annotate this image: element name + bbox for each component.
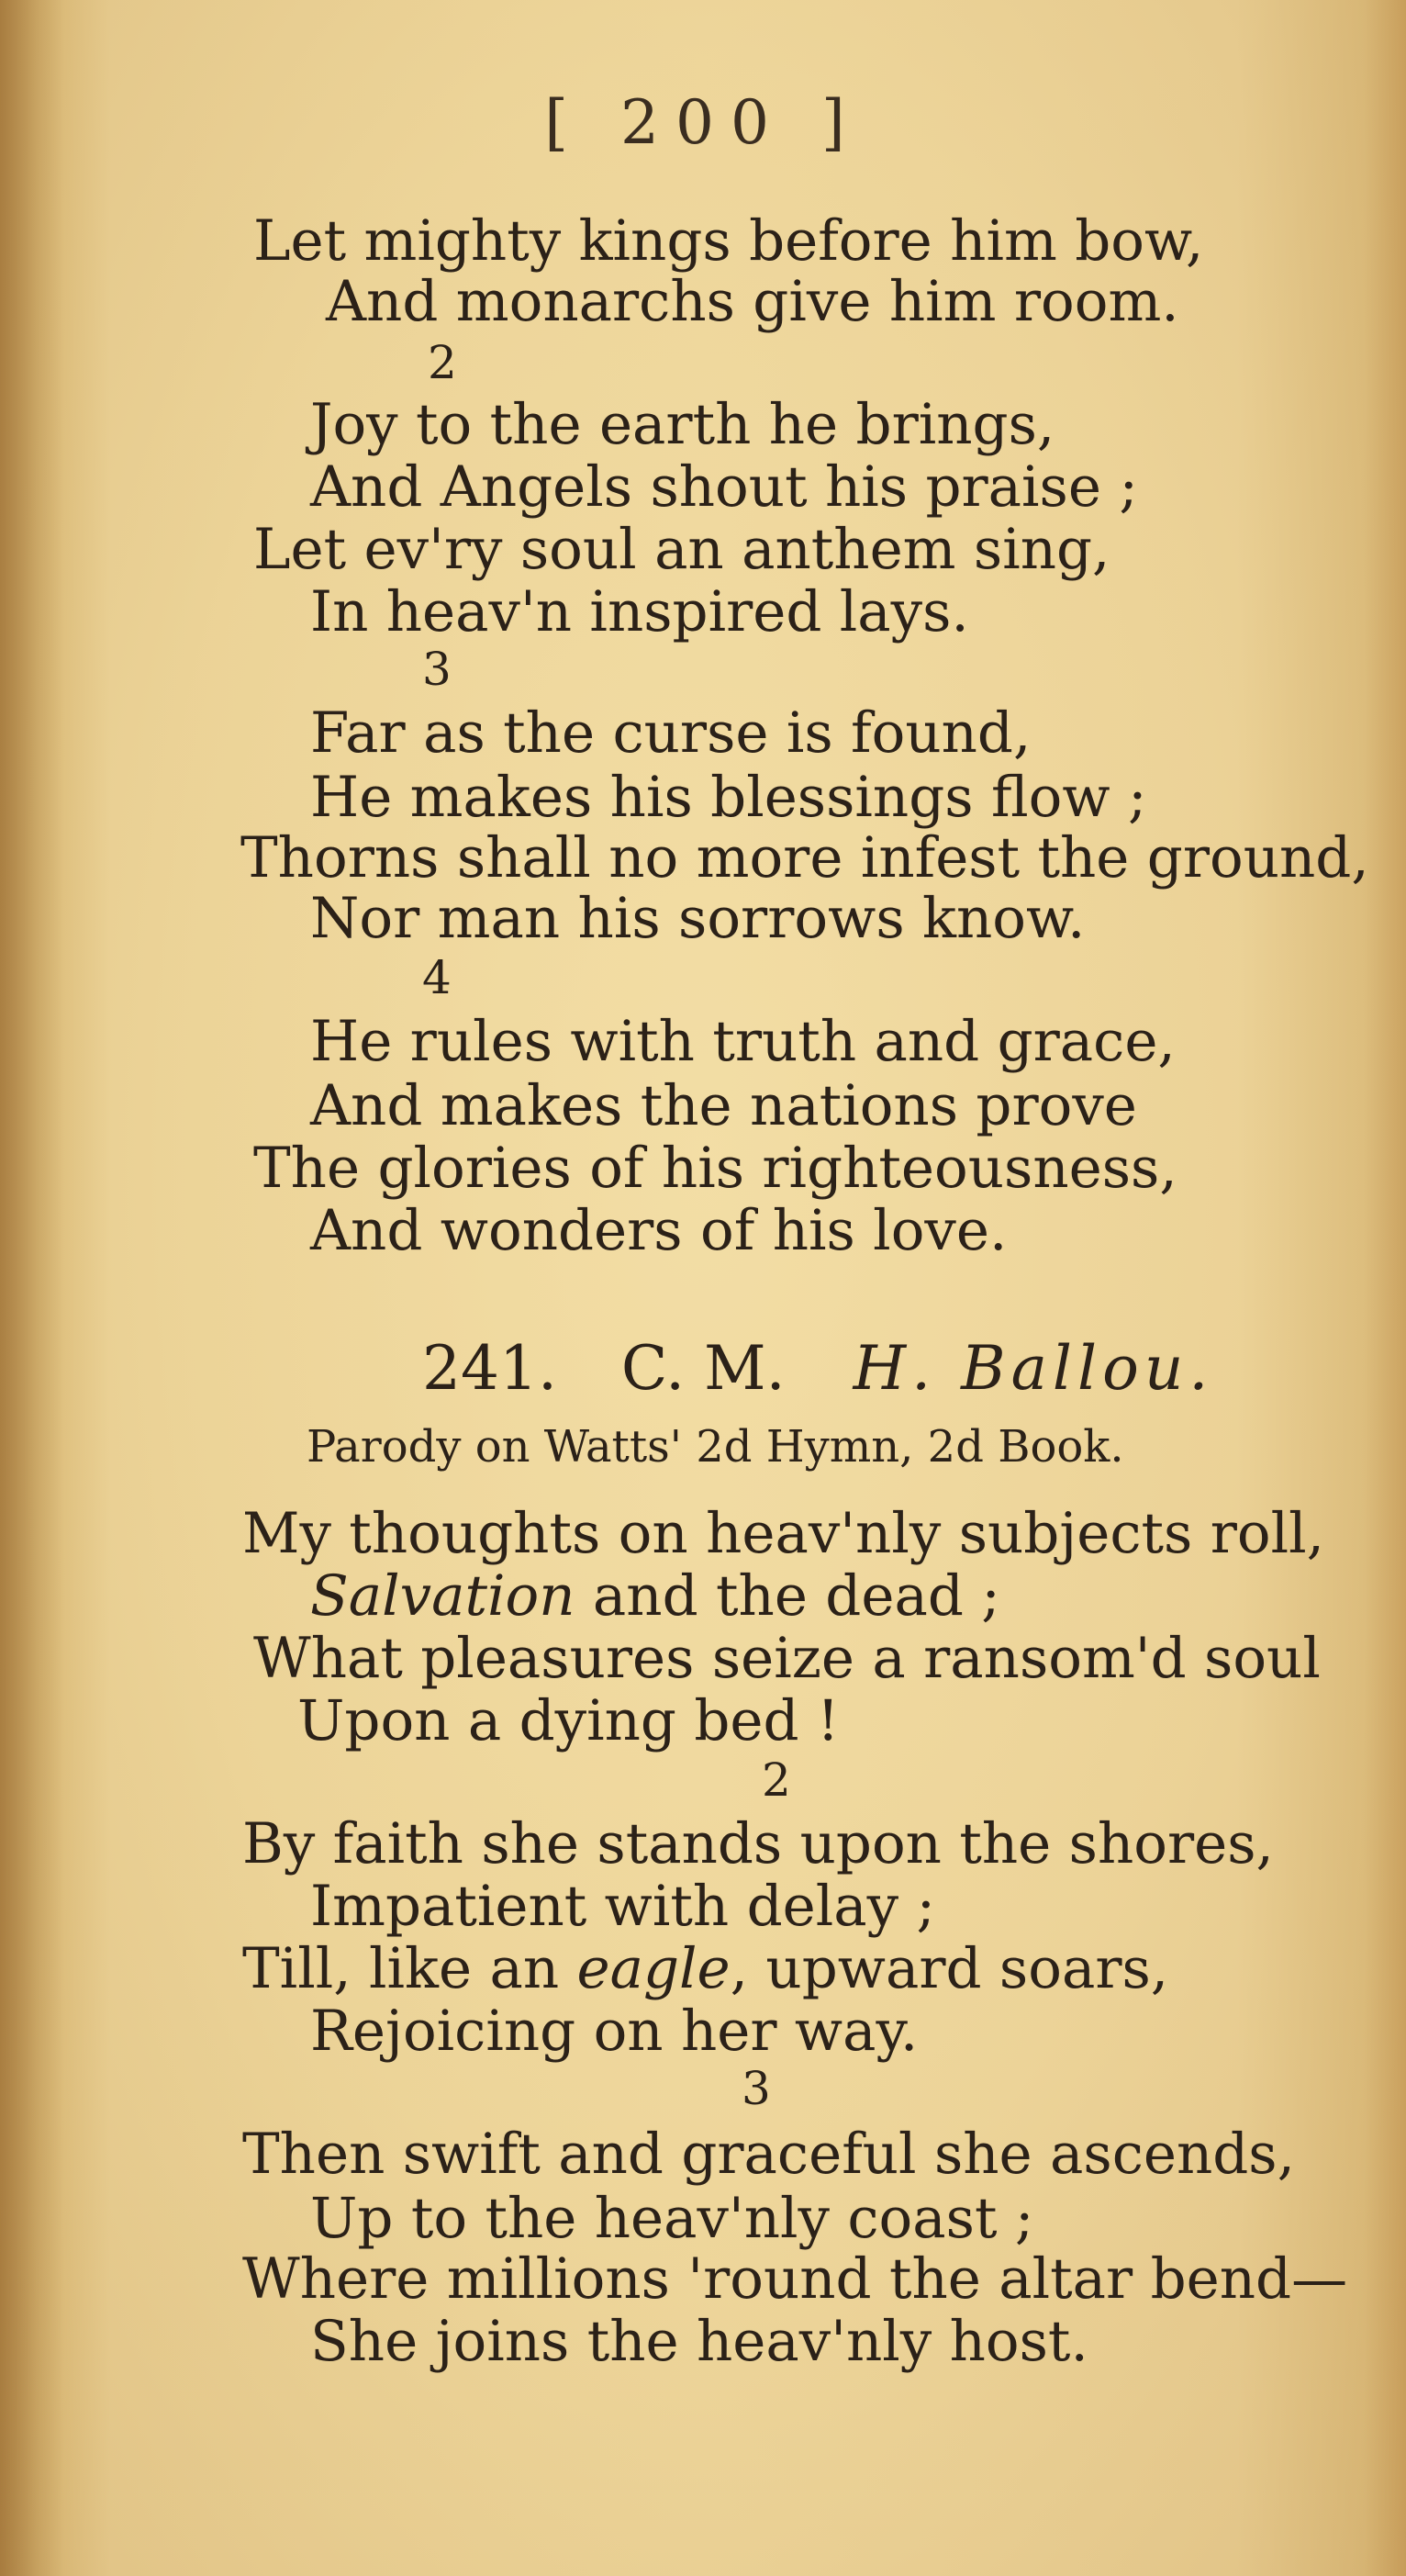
verse-line: Nor man his sorrows know. bbox=[310, 886, 1086, 951]
verse-line: Let mighty kings before him bow, bbox=[253, 208, 1204, 274]
verse-line: Far as the curse is found, bbox=[310, 700, 1032, 766]
verse-number: 3 bbox=[422, 643, 452, 696]
verse-line: Joy to the earth he brings, bbox=[310, 392, 1055, 457]
hymn-author: H. Ballou. bbox=[853, 1333, 1214, 1404]
verse-line-prefix: Till, like an bbox=[242, 1936, 577, 2001]
verse-line: Up to the heav'nly coast ; bbox=[310, 2186, 1034, 2251]
hymn-subtitle: Parody on Watts' 2d Hymn, 2d Book. bbox=[307, 1421, 1124, 1473]
hymn-header bbox=[422, 1333, 1214, 1404]
verse-line: And makes the nations prove bbox=[310, 1073, 1137, 1138]
verse-line: Let ev'ry soul an anthem sing, bbox=[253, 517, 1110, 582]
verse-number: 2 bbox=[428, 336, 457, 389]
verse-number: 2 bbox=[762, 1753, 791, 1807]
verse-line: Rejoicing on her way. bbox=[310, 1999, 919, 2064]
verse-line: The glories of his righteousness, bbox=[253, 1136, 1177, 1201]
verse-line: He rules with truth and grace, bbox=[310, 1009, 1176, 1074]
verse-line-rest: , upward soars, bbox=[730, 1936, 1169, 2001]
verse-line: What pleasures seize a ransom'd soul bbox=[253, 1626, 1321, 1691]
verse-line: He makes his blessings flow ; bbox=[310, 765, 1147, 830]
verse-line: My thoughts on heav'nly subjects roll, bbox=[242, 1501, 1325, 1566]
page-number: [ 200 ] bbox=[544, 87, 862, 158]
verse-line: Where millions 'round the altar bend— bbox=[242, 2246, 1348, 2312]
verse-number: 3 bbox=[742, 2062, 771, 2115]
verse-line: And monarchs give him room. bbox=[326, 269, 1179, 334]
verse-number: 4 bbox=[422, 951, 452, 1004]
verse-line-rest: and the dead ; bbox=[592, 1563, 1000, 1629]
verse-line: In heav'n inspired lays. bbox=[310, 579, 969, 644]
verse-line: Then swift and graceful she ascends, bbox=[242, 2122, 1295, 2187]
verse-line: By faith she stands upon the shores, bbox=[242, 1811, 1274, 1876]
verse-line: Impatient with delay ; bbox=[310, 1874, 936, 1939]
verse-line: Thorns shall no more infest the ground, bbox=[240, 825, 1369, 890]
verse-line: Upon a dying bed ! bbox=[297, 1688, 840, 1753]
verse-line: And wonders of his love. bbox=[310, 1198, 1008, 1263]
hymn-meter: C. M. bbox=[620, 1333, 786, 1404]
verse-line: She joins the heav'nly host. bbox=[310, 2309, 1088, 2374]
verse-line bbox=[242, 1936, 1169, 2001]
page-edge-stain bbox=[0, 0, 64, 2576]
hymn-number: 241. bbox=[422, 1333, 557, 1404]
italic-word: Salvation bbox=[310, 1563, 575, 1629]
verse-line: And Angels shout his praise ; bbox=[310, 454, 1138, 520]
italic-word: eagle bbox=[576, 1936, 731, 2001]
verse-line bbox=[310, 1563, 1000, 1629]
